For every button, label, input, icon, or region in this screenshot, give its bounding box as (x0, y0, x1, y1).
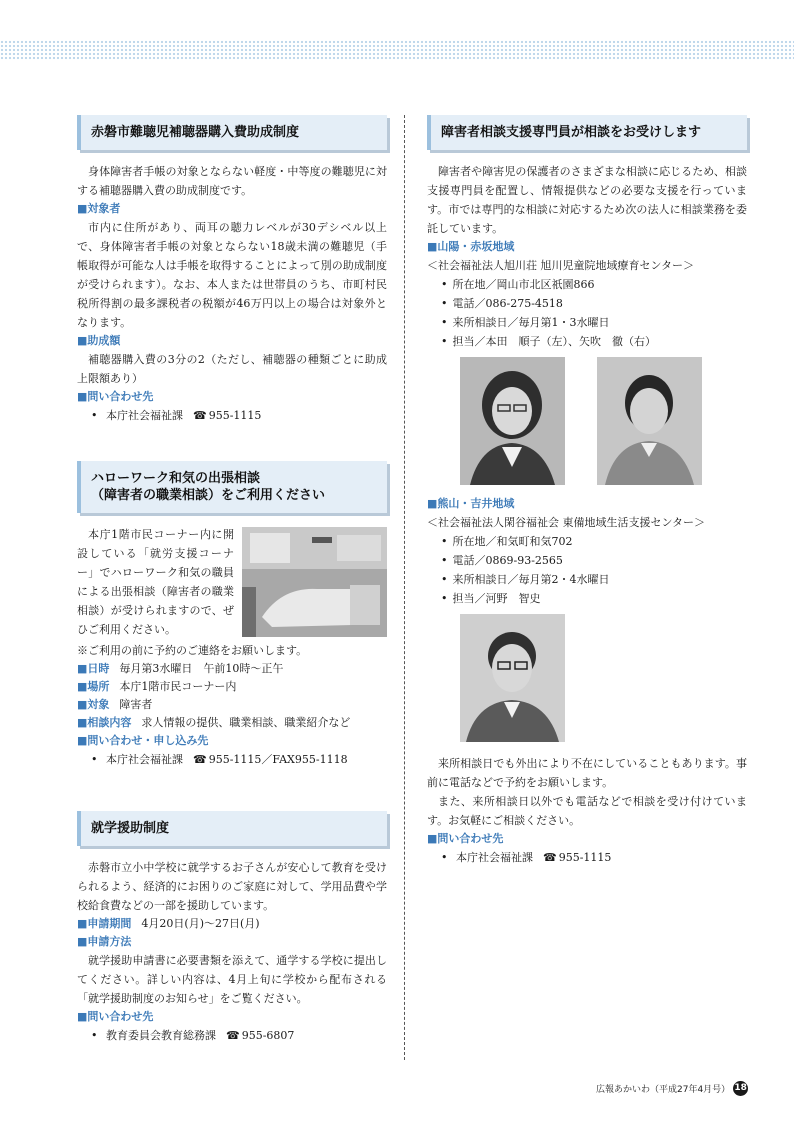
section-intro: 赤磐市立小中学校に就学するお子さんが安心して教育を受けられるよう、経済的にお困りのご家庭に対して、学用品費や学校給食費などの一部を援助しています。 (77, 861, 387, 912)
office-corner-photo (242, 527, 387, 637)
area1-photos (427, 351, 747, 495)
section-hearing-aid (77, 115, 387, 425)
phone-icon: ☎ (193, 409, 207, 422)
info-content (77, 714, 387, 732)
staff-photo-kawano (460, 614, 565, 742)
right-column (427, 115, 747, 867)
contact-phone: 955-1115／FAX955-1118 (208, 753, 348, 766)
contact-dept: 本庁社会福祉課 (106, 753, 183, 766)
contact-phone: 955-6807 (241, 1029, 295, 1042)
header-dot-band (0, 40, 794, 60)
phone-icon: ☎ (193, 753, 207, 766)
info-period (77, 915, 387, 933)
left-column (77, 115, 387, 1045)
subheading-contact: ■問い合わせ先 (77, 1010, 154, 1023)
area2-staff: • 担当／河野 智史 (441, 589, 747, 608)
footer-publication: 広報あかいわ（平成27年4月号） (596, 1085, 731, 1095)
contact-phone: 955-1115 (208, 409, 262, 422)
target-text: 市内に住所があり、両耳の聴力レベルが30デシベル以上で、身体障害者手帳の対象とならない18歳未満の難聴児（手帳取得が可能な人は手帳を取得することによって別の助成制度が受けられます）。なお、本人または世帯員のうち、市町村民税所得割の最多課税者の税額が46万円以上の場合は対象外となります。 (77, 221, 387, 329)
area1-phone: • 電話／086-275-4518 (441, 294, 747, 313)
contact-line (91, 406, 387, 425)
area1-visit-days: • 来所相談日／毎月第1・3水曜日 (441, 313, 747, 332)
phone-icon: ☎ (543, 851, 557, 864)
period-value: 4月20日(月)～27日(月) (141, 917, 260, 930)
area2-address: • 所在地／和気町和気702 (441, 532, 747, 551)
org-name-shizutani: ＜社会福祉法人閑谷福祉会 東備地域生活支援センター＞ (427, 516, 706, 529)
subheading-contact: ■問い合わせ先 (427, 832, 504, 845)
note-absence: 来所相談日でも外出により不在にしていることもあります。事前に電話などで予約をお願いします。 (427, 757, 747, 789)
subheading-amount: ■助成額 (77, 334, 121, 347)
area-label-kumayama: ■熊山・吉井地域 (427, 497, 515, 510)
contact-line (91, 750, 387, 769)
target-label: ■対象 (77, 698, 110, 711)
amount-text: 補聴器購入費の3分の2（ただし、補聴器の種類ごとに助成上限額あり） (77, 353, 387, 385)
section-intro: 身体障害者手帳の対象とならない軽度・中等度の難聴児に対する補聴器購入費の助成制度です。 (77, 165, 387, 197)
contact-line (91, 1026, 387, 1045)
contact-dept: 本庁社会福祉課 (106, 409, 183, 422)
reservation-note: ※ご利用の前に予約のご連絡をお願いします。 (77, 644, 308, 657)
contact-line (441, 848, 747, 867)
area2-photos (427, 608, 747, 754)
period-label: ■申請期間 (77, 917, 132, 930)
subheading-target: ■対象者 (77, 202, 121, 215)
area2-phone: • 電話／0869-93-2565 (441, 551, 747, 570)
method-text: 就学援助申請書に必要書類を添えて、通学する学校に提出してください。詳しい内容は、4月上旬に学校から配布される「就学援助制度のお知らせ」をご覧ください。 (77, 954, 387, 1005)
office-photo-graphic (242, 527, 387, 637)
subheading-contact: ■問い合わせ・申し込み先 (77, 734, 209, 747)
staff-photo-yabuki (597, 357, 702, 485)
subheading-contact: ■問い合わせ先 (77, 390, 154, 403)
area-label-sanyo: ■山陽・赤坂地域 (427, 240, 515, 253)
section-school-aid (77, 811, 387, 1045)
contact-dept: 教育委員会教育総務課 (106, 1029, 216, 1042)
date-label: ■日時 (77, 662, 110, 675)
phone-icon: ☎ (226, 1029, 240, 1042)
section-intro: 本庁1階市民コーナー内に開設している「就労支援コーナー」でハローワーク和気の職員による出張相談（障害者の職業相談）が受けられますので、ぜひご利用ください。 (77, 528, 234, 636)
contact-phone: 955-1115 (558, 851, 612, 864)
org-name-asahigawa: ＜社会福祉法人旭川荘 旭川児童院地域療育センター＞ (427, 259, 695, 272)
page-footer (596, 1081, 748, 1096)
info-target (77, 696, 387, 714)
date-value: 毎月第3水曜日 午前10時～正午 (119, 662, 284, 675)
staff-photo-honda (460, 357, 565, 485)
section-title (77, 461, 387, 513)
area1-staff: • 担当／本田 順子（左）、矢吹 徹（右） (441, 332, 747, 351)
section-title-line1: ハローワーク和気の出張相談 (91, 471, 261, 486)
section-title: 障害者相談支援専門員が相談をお受けします (427, 115, 747, 150)
note-phone-consult: また、来所相談日以外でも電話などで相談を受け付けています。お気軽にご相談ください。 (427, 795, 747, 827)
content-label: ■相談内容 (77, 716, 132, 729)
place-value: 本庁1階市民コーナー内 (119, 680, 237, 693)
section-title: 赤磐市難聴児補聴器購入費助成制度 (77, 115, 387, 150)
info-date (77, 660, 387, 678)
section-title: 就学援助制度 (77, 811, 387, 846)
content-value: 求人情報の提供、職業相談、職業紹介など (141, 716, 351, 729)
section-hellowork (77, 461, 387, 769)
place-label: ■場所 (77, 680, 110, 693)
column-divider (404, 115, 405, 1060)
info-place (77, 678, 387, 696)
area2-visit-days: • 来所相談日／毎月第2・4水曜日 (441, 570, 747, 589)
page-number: 18 (733, 1081, 748, 1096)
section-intro: 障害者や障害児の保護者のさまざまな相談に応じるため、相談支援専門員を配置し、情報提供などの必要な支援を行っています。市では専門的な相談に対応するため次の法人に相談業務を委託しています。 (427, 165, 747, 235)
contact-dept: 本庁社会福祉課 (456, 851, 533, 864)
area1-address: • 所在地／岡山市北区祇園866 (441, 275, 747, 294)
target-value: 障害者 (119, 698, 153, 711)
subheading-method: ■申請方法 (77, 935, 132, 948)
section-title-line2: （障害者の職業相談）をご利用ください (91, 488, 326, 503)
